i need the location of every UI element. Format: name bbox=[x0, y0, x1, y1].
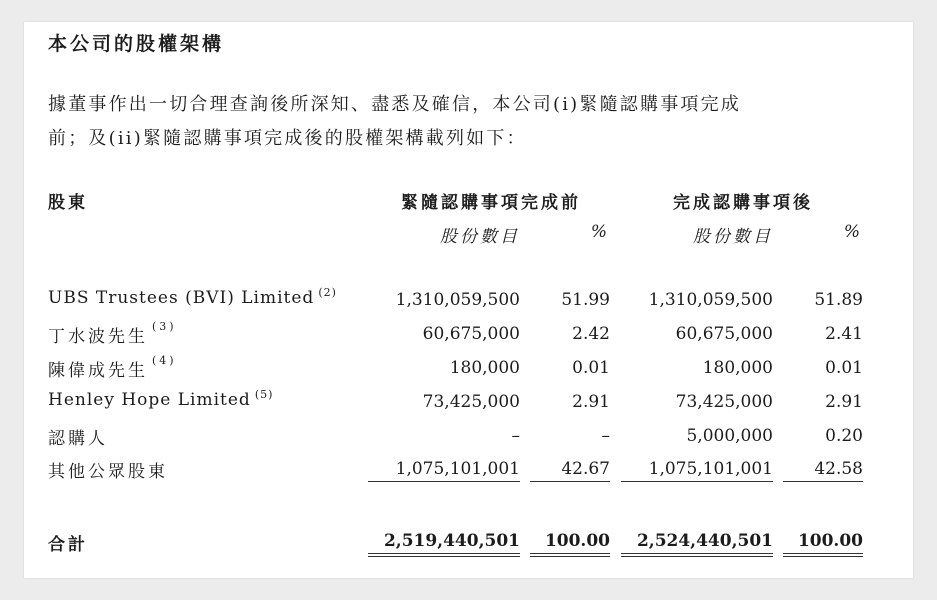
cell-after-percent: 0.20 bbox=[825, 426, 863, 446]
cell-before-shares: 1,075,101,001 bbox=[395, 459, 520, 479]
cell-before-shares: 1,310,059,500 bbox=[395, 290, 520, 310]
total-rule-bottom bbox=[783, 556, 863, 557]
total-before-percent: 100.00 bbox=[544, 531, 610, 551]
row-name: 其他公眾股東 bbox=[48, 462, 168, 482]
cell-before-percent: 0.01 bbox=[572, 358, 610, 378]
total-label: 合計 bbox=[48, 535, 88, 555]
subtotal-rule bbox=[368, 481, 520, 482]
cell-before-percent: 2.42 bbox=[572, 324, 610, 344]
row-name: UBS Trustees (BVI) Limited $^{(2)}$ bbox=[48, 286, 337, 308]
footnote-ref: (5) bbox=[254, 388, 274, 401]
intro-paragraph-line-2: 前；及(ii)緊隨認購事項完成後的股權架構載列如下： bbox=[48, 128, 527, 149]
footnote-ref: (4) bbox=[152, 354, 177, 367]
subtotal-rule bbox=[621, 481, 773, 482]
cell-before-shares: – bbox=[511, 426, 520, 446]
cell-before-percent: 51.99 bbox=[561, 290, 610, 310]
cell-after-percent: 2.41 bbox=[825, 324, 863, 344]
footnote-ref: (2) bbox=[318, 286, 337, 299]
row-name: 認購人 bbox=[48, 429, 108, 449]
row-name: 陳偉成先生$^{(4)}$ bbox=[48, 354, 177, 381]
total-rule-bottom bbox=[530, 556, 610, 557]
subheader-percent-before: % bbox=[590, 222, 610, 242]
subtotal-rule bbox=[783, 481, 863, 482]
total-rule-top bbox=[783, 553, 863, 554]
cell-after-percent: 51.89 bbox=[814, 290, 863, 310]
cell-before-shares: 60,675,000 bbox=[422, 324, 520, 344]
cell-after-shares: 1,075,101,001 bbox=[648, 459, 773, 479]
cell-before-percent: 42.67 bbox=[561, 459, 610, 479]
cell-after-shares: 1,310,059,500 bbox=[648, 290, 773, 310]
cell-before-percent: – bbox=[601, 426, 610, 446]
subheader-percent-after: % bbox=[843, 222, 863, 242]
intro-paragraph-line-1: 據董事作出一切合理查詢後所深知、盡悉及確信，本公司(i)緊隨認購事項完成 bbox=[48, 94, 741, 115]
footnote-ref: (3) bbox=[152, 320, 177, 333]
total-rule-top bbox=[368, 553, 520, 554]
header-shareholder: 股東 bbox=[48, 193, 88, 213]
cell-after-shares: 5,000,000 bbox=[686, 426, 773, 446]
header-after-completion: 完成認購事項後 bbox=[673, 193, 813, 213]
cell-after-shares: 73,425,000 bbox=[675, 392, 773, 412]
header-before-completion: 緊隨認購事項完成前 bbox=[401, 193, 581, 213]
total-before-shares: 2,519,440,501 bbox=[383, 531, 520, 551]
total-rule-bottom bbox=[621, 556, 773, 557]
total-after-shares: 2,524,440,501 bbox=[636, 531, 773, 551]
row-name: Henley Hope Limited $^{(5)}$ bbox=[48, 388, 274, 410]
subheader-shares-before: 股份數目 bbox=[440, 227, 520, 247]
subtotal-rule bbox=[530, 481, 610, 482]
cell-before-shares: 73,425,000 bbox=[422, 392, 520, 412]
cell-after-percent: 2.91 bbox=[825, 392, 863, 412]
total-rule-top bbox=[530, 553, 610, 554]
total-after-percent: 100.00 bbox=[797, 531, 863, 551]
section-title: 本公司的股權架構 bbox=[48, 33, 225, 55]
cell-after-shares: 180,000 bbox=[702, 358, 773, 378]
cell-after-shares: 60,675,000 bbox=[675, 324, 773, 344]
cell-before-shares: 180,000 bbox=[449, 358, 520, 378]
total-rule-bottom bbox=[368, 556, 520, 557]
subheader-shares-after: 股份數目 bbox=[693, 227, 773, 247]
total-rule-top bbox=[621, 553, 773, 554]
cell-after-percent: 42.58 bbox=[814, 459, 863, 479]
row-name: 丁水波先生$^{(3)}$ bbox=[48, 320, 177, 347]
document-page bbox=[24, 22, 913, 578]
cell-before-percent: 2.91 bbox=[572, 392, 610, 412]
cell-after-percent: 0.01 bbox=[825, 358, 863, 378]
